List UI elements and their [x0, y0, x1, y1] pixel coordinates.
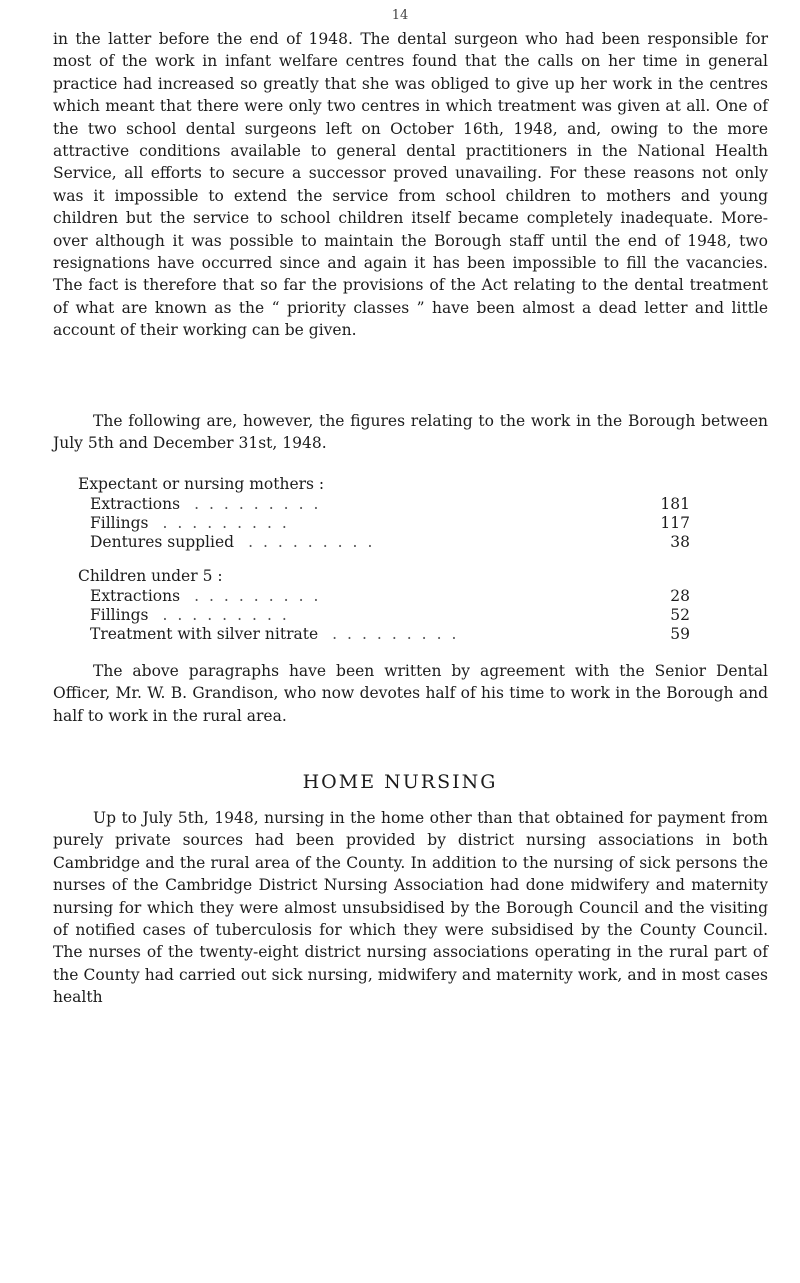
leader-dots: ......... — [162, 514, 297, 532]
paragraph-dental-staffing: in the latter before the end of 1948. The dental surgeon who had been responsible for most of the work in infant welfare centres found that the calls on her time in general practice had increased so greatly that she was obliged to give up her work in the centres which meant that there were only two centres in which treatment was given at all. One of the two school dental surgeons left on October 16th, 1948, and, owing to the more attractive conditions available to general dental practitioners in the National Health Service, all efforts to secure a successor proved unavailing. For these reasons not only was it impossible to extend the service from school children to mothers and young children but the service to school children itself became completely inadequate. More-over although it was possible to maintain the Borough staff until the end of 1948, two resignations have occurred since and again it has been impossible to fill the vacancies. The fact is therefore that so far the provisions of the Act relating to the dental treatment of what are known as the “ priority classes ” have been almost a dead letter and little account of their working can be given. — [53, 30, 768, 340]
table-row — [78, 495, 690, 514]
leader-dots: ......... — [194, 495, 329, 513]
leader-dots: ......... — [194, 587, 329, 605]
row-value: 59 — [670, 625, 690, 643]
table-row — [78, 606, 690, 625]
table-row — [78, 514, 690, 533]
page-number: 14 — [391, 8, 409, 23]
row-label: Treatment with silver nitrate — [90, 625, 319, 643]
row-value: 28 — [670, 587, 690, 605]
paragraph-home-nursing: Up to July 5th, 1948, nursing in the home other than that obtained for payment from purely private sources had been provided by district nursing associations in both Cambridge and the rural area of the County. In addition to the nursing of sick persons the nurses of the Cambridge District Nursing Association had done midwifery and maternity nursing for which they were almost unsubsidised by the Borough Council and the visiting of notified cases of tuberculosis for which they were subsidised by the County Council. The nurses of the twenty-eight district nursing associations operating in the rural part of the County had carried out sick nursing, midwifery and maternity work, and in most cases health — [53, 809, 768, 1007]
row-label: Dentures supplied — [90, 533, 235, 551]
figures-group-mothers — [78, 473, 690, 552]
row-value: 181 — [660, 495, 690, 513]
row-label: Fillings — [90, 514, 149, 532]
row-value: 38 — [670, 533, 690, 551]
group-heading: Children under 5 : — [78, 567, 223, 585]
paragraph-figures-intro: The following are, however, the figures relating to the work in the Borough between July 5th and December 31st, 1948. — [53, 412, 768, 453]
row-label: Extractions — [90, 495, 181, 513]
leader-dots: ......... — [332, 625, 467, 643]
table-row — [78, 533, 690, 552]
leader-dots: ......... — [162, 606, 297, 624]
row-label: Fillings — [90, 606, 149, 624]
table-row — [78, 587, 690, 606]
figures-group-children — [78, 565, 690, 644]
section-heading: HOME NURSING — [302, 771, 498, 793]
group-heading: Expectant or nursing mothers : — [78, 475, 325, 493]
table-row — [78, 625, 690, 644]
paragraph-authorship-note: The above paragraphs have been written by agreement with the Senior Dental Officer, Mr. W. B. Grandison, who now devotes half of his time to work in the Borough and half to work in the rural area. — [53, 662, 768, 725]
leader-dots: ......... — [248, 533, 383, 551]
row-value: 117 — [660, 514, 690, 532]
row-value: 52 — [670, 606, 690, 624]
row-label: Extractions — [90, 587, 181, 605]
